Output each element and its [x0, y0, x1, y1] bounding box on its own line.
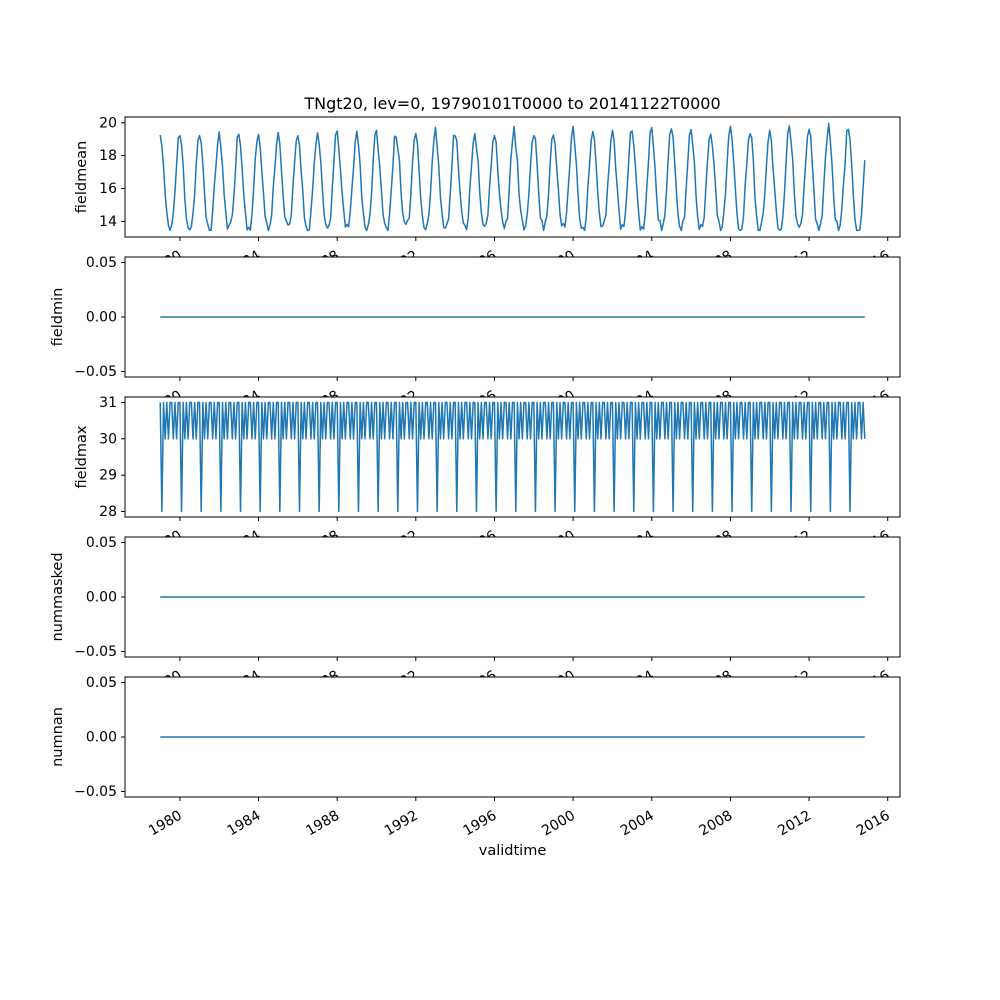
x-axis-label: validtime [478, 843, 547, 859]
x-tick-label: 2000 [539, 807, 579, 840]
y-tick-label: 0.00 [85, 589, 117, 606]
x-tick-label: 1980 [146, 807, 185, 840]
y-tick-label: 29 [99, 467, 117, 484]
x-tick-label: 1992 [381, 807, 421, 840]
subplot-numnan [50, 675, 900, 839]
y-tick-label: −0.05 [74, 644, 117, 660]
x-tick-label: 2008 [696, 807, 736, 840]
y-tick-label: 14 [99, 213, 117, 230]
subplot-fieldmean [74, 115, 900, 279]
x-tick-label: 1984 [224, 807, 264, 840]
y-axis-label-fieldmean: fieldmean [74, 140, 90, 214]
y-tick-label: 0.05 [85, 255, 117, 271]
subplot-fieldmax [74, 395, 900, 559]
y-tick-label: 31 [99, 395, 117, 411]
y-tick-label: 28 [99, 504, 117, 520]
x-tick-label: 1988 [303, 807, 343, 840]
y-axis-label-fieldmax: fieldmax [74, 425, 90, 489]
y-axis-label-fieldmin: fieldmin [50, 287, 66, 347]
y-tick-label: 16 [99, 181, 117, 197]
y-tick-label: 18 [99, 148, 117, 165]
y-tick-label: 20 [99, 115, 117, 132]
x-tick-label: 2004 [617, 807, 657, 840]
y-tick-label: −0.05 [74, 784, 117, 800]
y-tick-label: 0.00 [85, 309, 117, 326]
y-tick-label: 0.00 [85, 729, 117, 746]
y-tick-label: 30 [99, 431, 117, 448]
y-axis-label-numnan: numnan [50, 707, 66, 767]
y-tick-label: −0.05 [74, 364, 117, 380]
y-tick-label: 0.05 [85, 535, 117, 551]
subplot-nummasked [50, 535, 900, 699]
chart-title: TNgt20, lev=0, 19790101T0000 to 20141122T0000 [304, 94, 721, 113]
x-tick-label: 2012 [775, 807, 815, 840]
y-axis-label-nummasked: nummasked [50, 552, 66, 642]
x-tick-label: 2016 [853, 807, 893, 840]
y-tick-label: 0.05 [85, 675, 117, 691]
subplot-fieldmin [50, 255, 900, 419]
x-tick-label: 1996 [460, 807, 500, 840]
